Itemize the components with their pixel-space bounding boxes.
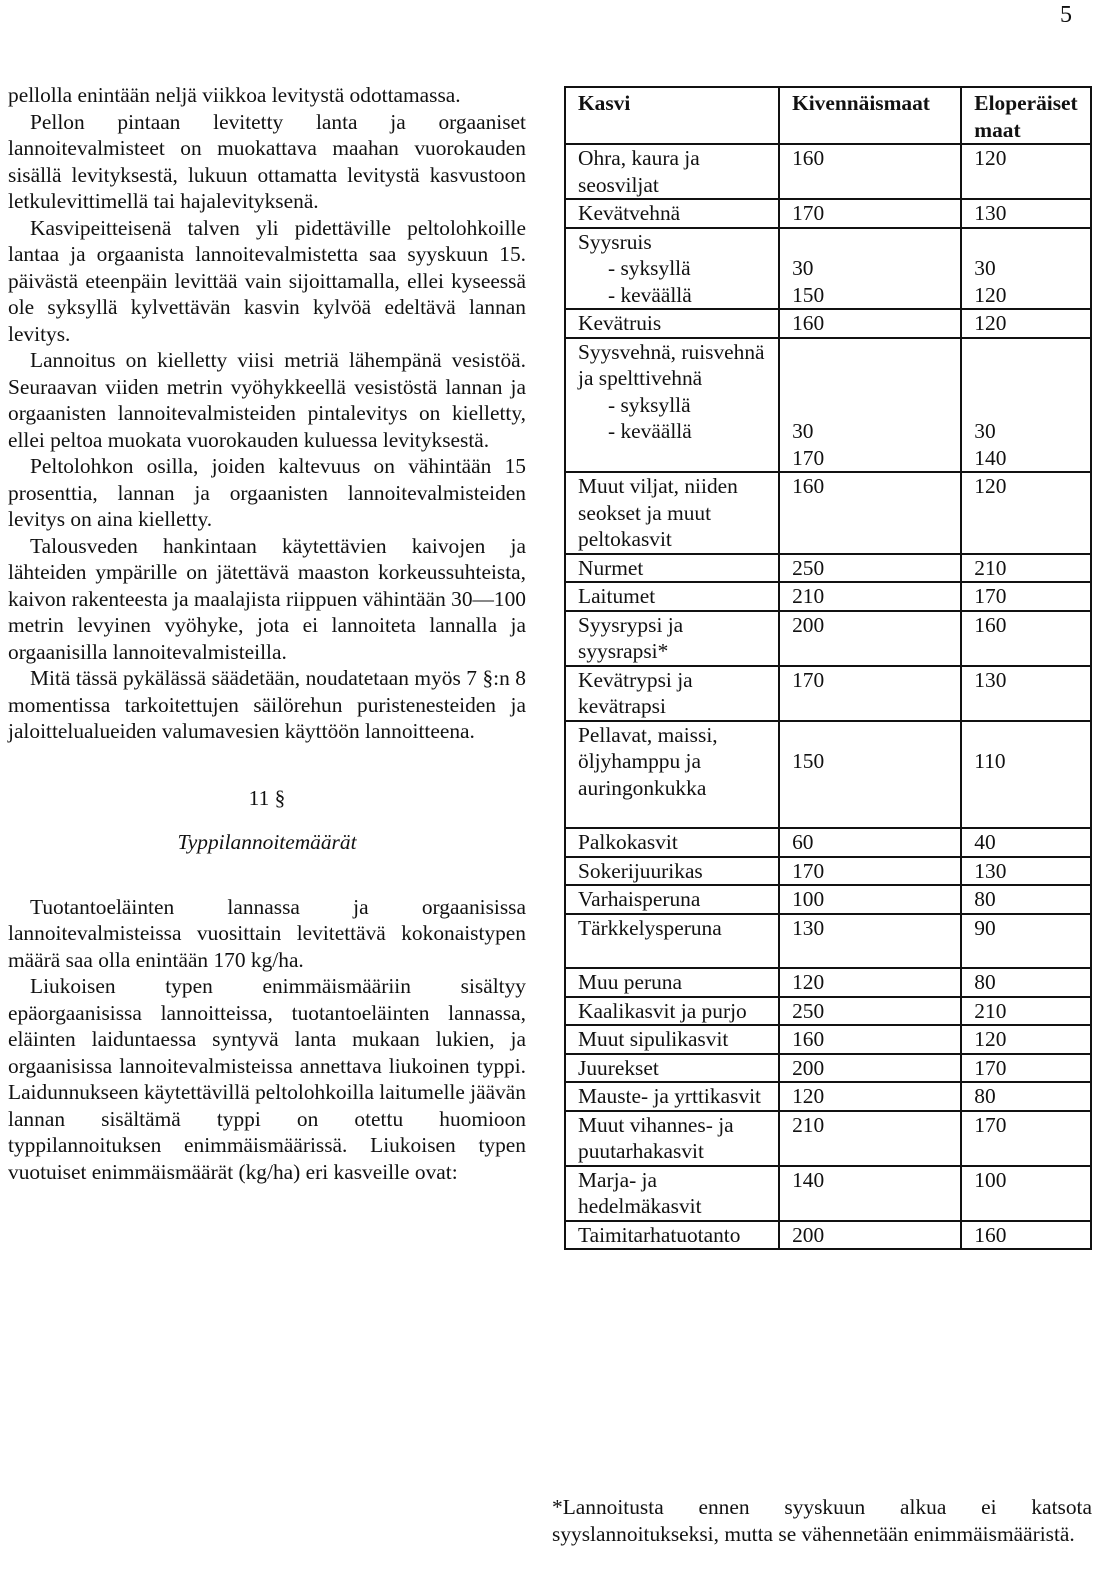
table-row (565, 666, 1091, 721)
paragraph: Kasvipeitteisenä talven yli pidettäville peltolohkoille lantaa ja orgaanista lannoitevalmistetta saa syyskuun 15. päivästä eteenpäin levittää vain sijoittamalla, ellei kyseessä ole syksyllä kylvettävän kasvin kylvöä edeltävä lannan levitys. (8, 215, 526, 346)
left-column (8, 82, 526, 1185)
column-header-crop: Kasvi (565, 87, 779, 144)
crop-cell (565, 338, 779, 473)
column-header-organic-soils: Eloperäiset maat (961, 87, 1091, 144)
crop-cell (565, 228, 779, 310)
crop-cell: Palkokasvit (565, 828, 779, 857)
organic-cell: 130 (961, 199, 1091, 228)
table-row (565, 857, 1091, 886)
mineral-cell: 160 (779, 309, 961, 338)
mineral-cell: 120 (779, 1082, 961, 1111)
table-row (565, 199, 1091, 228)
crop-cell: Syysrypsi ja syysrapsi* (565, 611, 779, 666)
nitrogen-limits-table (564, 86, 1092, 1250)
crop-cell: Ohra, kaura ja seosviljat (565, 144, 779, 199)
crop-cell: Muut viljat, niiden seokset ja muut peltokasvit (565, 472, 779, 554)
mineral-cell: 200 (779, 1054, 961, 1083)
crop-name: Syysvehnä, ruisvehnä ja spelttivehnä (578, 339, 765, 390)
organic-cell: 80 (961, 1082, 1091, 1111)
table-row (565, 1054, 1091, 1083)
table-header-row (565, 87, 1091, 144)
table-row (565, 611, 1091, 666)
paragraph: Lannoitus on kielletty viisi metriä lähempänä vesistöä. Seuraavan viiden metrin vyöhykkeellä vesistöstä lannan ja orgaanisten lannoitevalmisteiden pintalevitys on kielletty, ellei peltoa muokata vuorokauden kuluessa levityksestä. (8, 348, 526, 452)
table-row (565, 1082, 1091, 1111)
mineral-cell: 210 (779, 1111, 961, 1166)
organic-cell: 160 (961, 611, 1091, 666)
organic-cell: 90 (961, 914, 1091, 969)
organic-cell (961, 338, 1091, 473)
table-row (565, 968, 1091, 997)
sub-row-label: - keväällä (608, 282, 692, 307)
organic-cell: 130 (961, 857, 1091, 886)
table-row (565, 1025, 1091, 1054)
organic-cell: 40 (961, 828, 1091, 857)
mineral-cell: 210 (779, 582, 961, 611)
mineral-cell: 200 (779, 611, 961, 666)
table-row (565, 472, 1091, 554)
mineral-cell (779, 338, 961, 473)
page-number: 5 (1060, 2, 1072, 28)
organic-value: 30 (974, 419, 996, 443)
section-number: 11 § (248, 785, 286, 810)
mineral-value: 170 (792, 445, 825, 470)
organic-cell (961, 228, 1091, 310)
crop-cell: Pellavat, maissi, öljyhamppu ja auringonkukka (565, 721, 779, 829)
mineral-cell: 170 (779, 857, 961, 886)
table-row (565, 144, 1091, 199)
table-row (565, 721, 1091, 829)
organic-value: 120 (974, 282, 1007, 307)
mineral-value: 30 (792, 256, 814, 280)
organic-value: 140 (974, 445, 1007, 470)
crop-cell: Nurmet (565, 554, 779, 583)
table-row (565, 338, 1091, 473)
organic-cell: 80 (961, 968, 1091, 997)
paragraph: Liukoisen typen enimmäismääriin sisältyy epäorgaanisissa lannoitteissa, tuotantoeläinten lannassa, eläinten laiduntaessa syntyvä lanta mukaan lukien, ja orgaanisissa lannoitevalmisteissa annettava liukoinen typpi. Laidunnukseen käytettävillä peltolohkoilla laitumelle jäävän lannan sisältämä typpi on otettu huomioon typpilannoituksen enimmäismäärissä. Liukoisen typen vuotuiset enimmäismäärät (kg/ha) eri kasveille ovat: (8, 974, 526, 1184)
sub-row-label: - syksyllä (608, 256, 691, 280)
organic-cell: 120 (961, 144, 1091, 199)
mineral-cell: 250 (779, 997, 961, 1026)
mineral-value: 30 (792, 419, 814, 443)
table-row (565, 228, 1091, 310)
paragraph: Tuotantoeläinten lannassa ja orgaanisissa lannoitevalmisteissa vuosittain levitettävä kokonaistypen määrä saa olla enintään 170 kg/ha. (8, 894, 526, 972)
crop-cell: Sokerijuurikas (565, 857, 779, 886)
organic-cell: 170 (961, 582, 1091, 611)
footnote-text: *Lannoitusta ennen syyskuun alkua ei katsota syyslannoitukseksi, mutta se vähennetään enimmäismääristä. (552, 1495, 1092, 1546)
mineral-cell: 120 (779, 968, 961, 997)
crop-name: Syysruis (578, 229, 652, 254)
organic-cell: 210 (961, 997, 1091, 1026)
mineral-cell: 60 (779, 828, 961, 857)
footnote (552, 1494, 1092, 1547)
crop-cell: Kevätruis (565, 309, 779, 338)
organic-cell: 170 (961, 1111, 1091, 1166)
section-title: Typpilannoitemäärät (177, 830, 357, 854)
column-header-mineral-soils: Kivennäismaat (779, 87, 961, 144)
organic-cell: 120 (961, 472, 1091, 554)
mineral-cell: 150 (779, 721, 961, 829)
organic-cell: 100 (961, 1166, 1091, 1221)
crop-cell: Mauste- ja yrttikasvit (565, 1082, 779, 1111)
organic-cell: 120 (961, 1025, 1091, 1054)
crop-cell: Laitumet (565, 582, 779, 611)
crop-cell: Marja- ja hedelmäkasvit (565, 1166, 779, 1221)
paragraph: Peltolohkon osilla, joiden kaltevuus on vähintään 15 prosenttia, lannan ja orgaanisten lannoitevalmisteiden levitys on aina kielletty. (8, 454, 526, 531)
organic-cell: 80 (961, 885, 1091, 914)
table-row (565, 309, 1091, 338)
organic-cell: 210 (961, 554, 1091, 583)
table-row (565, 582, 1091, 611)
paragraph: Pellon pintaan levitetty lanta ja orgaaniset lannoitevalmisteet on muokattava maahan vuorokauden sisällä levityksestä, lukuun ottamatta levitystä kasvustoon letkulevittimellä tai hajalevityksenä. (8, 109, 526, 213)
crop-cell: Kevätrypsi ja kevätrapsi (565, 666, 779, 721)
table-row (565, 554, 1091, 583)
organic-value: 30 (974, 256, 996, 280)
crop-cell: Muu peruna (565, 968, 779, 997)
paragraph: Mitä tässä pykälässä säädetään, noudatetaan myös 7 §:n 8 momentissa tarkoitettujen säilörehun puristenesteiden ja jaloittelualueiden valumavesien käyttöön lannoitteena. (8, 666, 526, 743)
organic-cell: 160 (961, 1221, 1091, 1250)
table-row (565, 997, 1091, 1026)
crop-cell: Juurekset (565, 1054, 779, 1083)
sub-row-label: - keväällä (608, 419, 692, 443)
table-row (565, 885, 1091, 914)
mineral-cell: 100 (779, 885, 961, 914)
table-row (565, 1221, 1091, 1250)
crop-cell: Muut sipulikasvit (565, 1025, 779, 1054)
crop-cell: Tärkkelysperuna (565, 914, 779, 969)
paragraph: pellolla enintään neljä viikkoa levitystä odottamassa. (8, 83, 461, 107)
table-row (565, 914, 1091, 969)
mineral-cell: 170 (779, 666, 961, 721)
table-row (565, 1111, 1091, 1166)
organic-cell: 130 (961, 666, 1091, 721)
sub-row-label: - syksyllä (608, 392, 691, 417)
crop-cell: Varhaisperuna (565, 885, 779, 914)
mineral-cell: 250 (779, 554, 961, 583)
mineral-cell (779, 228, 961, 310)
organic-cell: 170 (961, 1054, 1091, 1083)
mineral-cell: 170 (779, 199, 961, 228)
crop-cell: Muut vihannes- ja puutarhakasvit (565, 1111, 779, 1166)
mineral-cell: 200 (779, 1221, 961, 1250)
organic-cell: 120 (961, 309, 1091, 338)
mineral-cell: 130 (779, 914, 961, 969)
crop-cell: Taimitarhatuotanto (565, 1221, 779, 1250)
mineral-cell: 160 (779, 1025, 961, 1054)
table-row (565, 1166, 1091, 1221)
organic-cell: 110 (961, 721, 1091, 829)
mineral-value: 150 (792, 282, 825, 307)
mineral-cell: 140 (779, 1166, 961, 1221)
paragraph: Talousveden hankintaan käytettävien kaivojen ja lähteiden ympärille on jätettävä maaston korkeussuhteista, kaivon rakenteesta ja maalajista riippuen vähintään 30—100 metrin levyinen vyöhyke, jota ei lannoiteta lannalla ja orgaanisilla lannoitevalmisteilla. (8, 533, 526, 664)
mineral-cell: 160 (779, 472, 961, 554)
crop-cell: Kevätvehnä (565, 199, 779, 228)
crop-cell: Kaalikasvit ja purjo (565, 997, 779, 1026)
table-row (565, 828, 1091, 857)
mineral-cell: 160 (779, 144, 961, 199)
table-body (565, 144, 1091, 1249)
